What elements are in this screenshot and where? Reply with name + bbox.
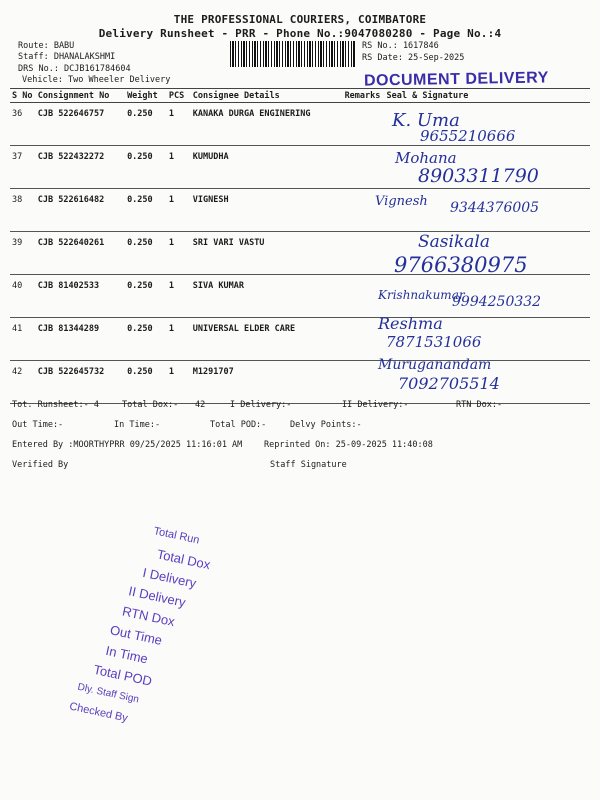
row-sno: 41 xyxy=(10,318,36,361)
row-pcs: 1 xyxy=(167,103,191,146)
handwritten-signature: Sasikala xyxy=(418,232,490,252)
handwritten-phone: 8903311790 xyxy=(418,165,539,187)
handwritten-signature: Mohana xyxy=(395,149,457,167)
stamp-line: Out Time xyxy=(108,622,164,648)
row-consignee: SIVA KUMAR xyxy=(191,275,343,318)
row-consignment-no: CJB 81344289 xyxy=(36,318,125,361)
barcode-image xyxy=(230,41,356,67)
drs-no-label: DRS No.: DCJB161784604 xyxy=(18,64,131,74)
table-row xyxy=(10,361,590,404)
handwritten-signature: Vignesh xyxy=(375,194,428,209)
col-header-remarks: Remarks xyxy=(343,89,385,103)
stamp-line: I Delivery xyxy=(141,564,198,591)
handwritten-phone: 9994250332 xyxy=(452,294,542,310)
table-header-row xyxy=(10,89,590,103)
rs-no-label: RS No.: 1617846 xyxy=(362,41,439,51)
route-label: Route: BABU xyxy=(18,41,75,51)
stamp-line: Total Dox xyxy=(155,546,212,573)
handwritten-phone: 9344376005 xyxy=(450,200,540,216)
col-header-consignment: Consignment No xyxy=(36,89,125,103)
row-consignee: M1291707 xyxy=(191,361,343,404)
runsheet-subtitle: Delivery Runsheet - PRR - Phone No.:9047080280 - Page No.:4 xyxy=(98,27,502,40)
total-dox-value: 42 xyxy=(195,400,206,410)
row-remarks xyxy=(343,232,385,275)
row-weight: 0.250 xyxy=(125,103,167,146)
handwritten-signature: K. Uma xyxy=(392,110,460,131)
row-sno: 38 xyxy=(10,189,36,232)
stamp-line: Total POD xyxy=(92,661,154,689)
verified-by-label: Verified By xyxy=(12,460,69,470)
staff-signature-label: Staff Signature xyxy=(270,460,347,470)
row-weight: 0.250 xyxy=(125,232,167,275)
staff-label: Staff: DHANALAKSHMI xyxy=(18,52,116,62)
ii-delivery-label: II Delivery:- xyxy=(342,400,409,410)
row-consignee: KUMUDHA xyxy=(191,146,343,189)
row-consignee: VIGNESH xyxy=(191,189,343,232)
row-sno: 40 xyxy=(10,275,36,318)
row-consignment-no: CJB 522646757 xyxy=(36,103,125,146)
handwritten-signature: Muruganandam xyxy=(378,357,492,373)
row-pcs: 1 xyxy=(167,189,191,232)
out-time-label: Out Time:- xyxy=(12,420,64,430)
vehicle-label: Vehicle: Two Wheeler Delivery xyxy=(22,75,171,85)
total-dox-label: Total Dox:- xyxy=(122,400,179,410)
stamp-line: Checked By xyxy=(68,700,129,725)
handwritten-phone: 9766380975 xyxy=(394,253,528,277)
handwritten-signature: Reshma xyxy=(378,314,443,333)
row-pcs: 1 xyxy=(167,318,191,361)
row-pcs: 1 xyxy=(167,275,191,318)
row-consignee: SRI VARI VASTU xyxy=(191,232,343,275)
row-sno: 37 xyxy=(10,146,36,189)
row-consignment-no: CJB 522616482 xyxy=(36,189,125,232)
i-delivery-label: I Delivery:- xyxy=(230,400,292,410)
company-title: THE PROFESSIONAL COURIERS, COIMBATORE xyxy=(173,13,427,26)
row-consignment-no: CJB 522645732 xyxy=(36,361,125,404)
document-delivery-stamp: DOCUMENT DELIVERY xyxy=(363,69,549,90)
row-sno: 36 xyxy=(10,103,36,146)
stamp-line: II Delivery xyxy=(127,583,187,610)
in-time-label: In Time:- xyxy=(114,420,161,430)
row-weight: 0.250 xyxy=(125,189,167,232)
row-sno: 39 xyxy=(10,232,36,275)
row-weight: 0.250 xyxy=(125,275,167,318)
total-pod-label: Total POD:- xyxy=(210,420,267,430)
col-header-sno: S No xyxy=(10,89,36,103)
rtn-dox-label: RTN Dox:- xyxy=(456,400,503,410)
row-remarks xyxy=(343,146,385,189)
row-weight: 0.250 xyxy=(125,146,167,189)
col-header-weight: Weight xyxy=(125,89,167,103)
rs-date-label: RS Date: 25-Sep-2025 xyxy=(362,53,465,63)
row-remarks xyxy=(343,103,385,146)
table-row xyxy=(10,318,590,361)
row-consignee: UNIVERSAL ELDER CARE xyxy=(191,318,343,361)
col-header-signature: Seal & Signature xyxy=(385,89,591,103)
row-consignment-no: CJB 81402533 xyxy=(36,275,125,318)
row-pcs: 1 xyxy=(167,361,191,404)
stamp-line: RTN Dox xyxy=(120,603,177,630)
handwritten-phone: 9655210666 xyxy=(420,127,516,145)
row-weight: 0.250 xyxy=(125,318,167,361)
row-consignment-no: CJB 522432272 xyxy=(36,146,125,189)
stamp-line: Total Run xyxy=(152,525,201,547)
stamp-line: Dly. Staff Sign xyxy=(76,681,140,706)
col-header-pcs: PCS xyxy=(167,89,191,103)
row-weight: 0.250 xyxy=(125,361,167,404)
stamp-line: In Time xyxy=(104,642,150,667)
entered-by: Entered By :MOORTHYPRR 09/25/2025 11:16:01 AM xyxy=(12,440,243,450)
row-sno: 42 xyxy=(10,361,36,404)
handwritten-phone: 7092705514 xyxy=(398,374,500,393)
handwritten-signature: Krishnakumar xyxy=(378,288,465,302)
handwritten-phone: 7871531066 xyxy=(386,333,482,351)
reprinted-on: Reprinted On: 25-09-2025 11:40:08 xyxy=(264,440,433,450)
row-consignment-no: CJB 522640261 xyxy=(36,232,125,275)
delvy-points-label: Delvy Points:- xyxy=(290,420,362,430)
tot-runsheet: Tot. Runsheet:- 4 xyxy=(12,400,99,410)
delivery-summary-stamp xyxy=(68,520,257,753)
row-pcs: 1 xyxy=(167,232,191,275)
row-pcs: 1 xyxy=(167,146,191,189)
col-header-consignee: Consignee Details xyxy=(191,89,343,103)
row-consignee: KANAKA DURGA ENGINERING xyxy=(191,103,343,146)
